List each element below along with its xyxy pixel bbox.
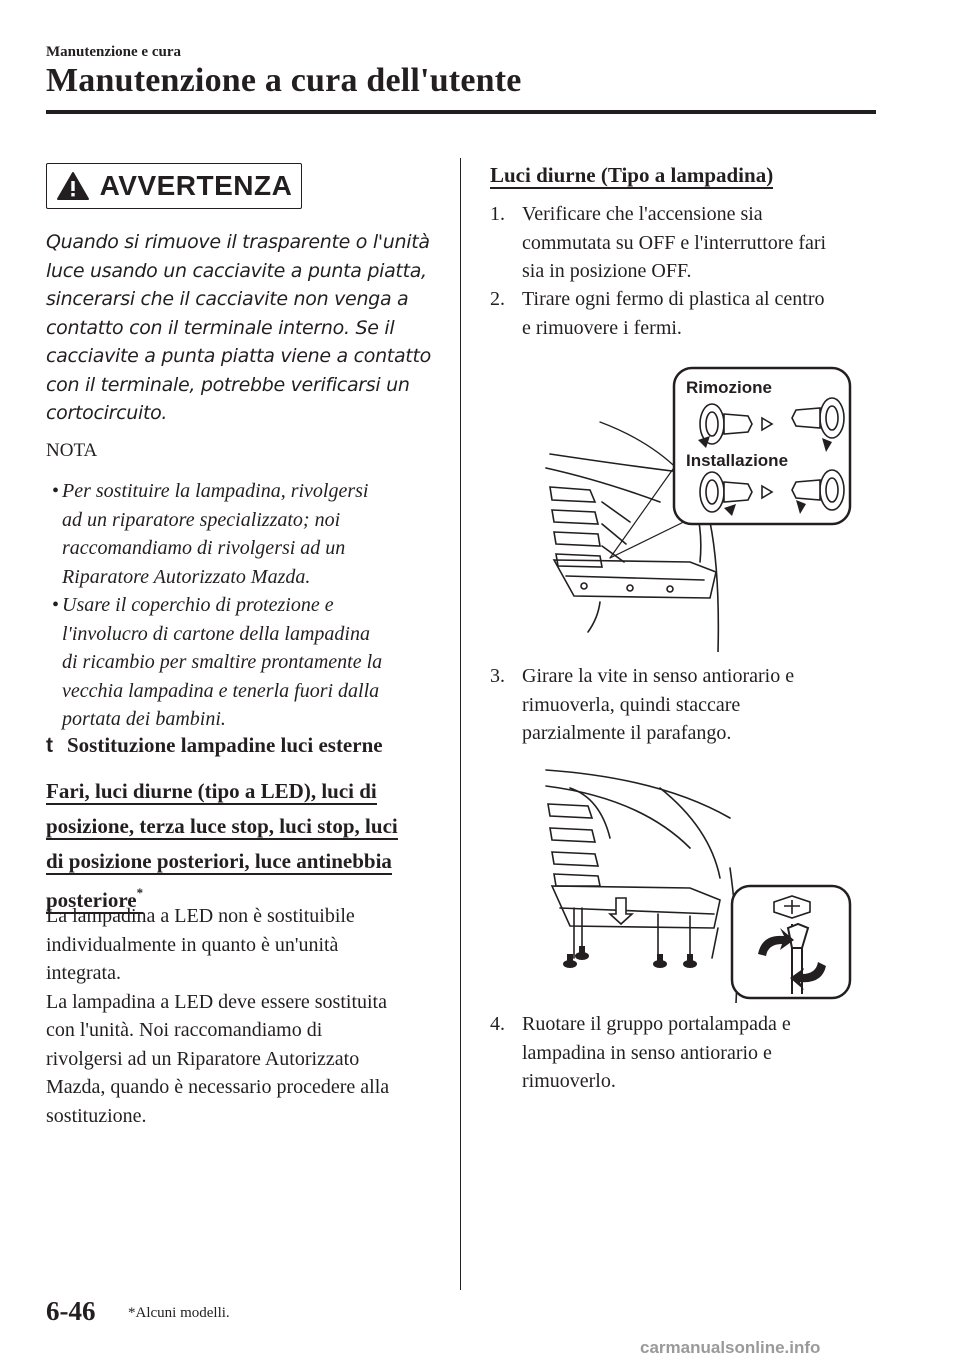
body-line: La lampadina a LED deve essere sostituita — [46, 990, 387, 1013]
page-number: 6-46 — [46, 1296, 96, 1326]
label-installazione: Installazione — [686, 451, 789, 470]
warning-line: con il terminale, potrebbe verificarsi un — [46, 373, 410, 396]
warning-line: luce usando un cacciavite a punta piatta, — [46, 259, 427, 282]
clip-removal-figure — [540, 362, 860, 652]
drl-heading — [490, 160, 773, 195]
nota-item — [46, 591, 446, 734]
nota-line: Usare il coperchio di protezione e — [62, 594, 334, 616]
step-line: commutata su OFF e l'interruttore fari — [522, 231, 827, 254]
led-heading-line: di posizione posteriori, luce antinebbia — [46, 849, 392, 873]
body-line: integrata. — [46, 962, 121, 984]
subsection-marker-icon: t — [46, 734, 53, 757]
watermark: carmanualsonline.info — [640, 1338, 821, 1357]
subsection-heading — [46, 733, 383, 758]
step-number: 1. — [490, 203, 505, 225]
warning-line: cortocircuito. — [46, 402, 168, 424]
body-line: La lampadina a LED non è sostituibile — [46, 905, 355, 927]
warning-line: contatto con il terminale interno. Se il — [46, 316, 395, 339]
step-2 — [490, 285, 890, 342]
nota-line: portata dei bambini. — [62, 708, 226, 730]
warning-line: Quando si rimuove il trasparente o l'unità — [46, 231, 430, 253]
nota-line: di ricambio per smaltire prontamente la — [62, 651, 383, 673]
label-rimozione: Rimozione — [686, 378, 772, 397]
nota-line: vecchia lampadina e tenerla fuori dalla — [62, 679, 380, 702]
led-body — [46, 902, 446, 1130]
title-rule — [46, 110, 876, 114]
led-heading-line: Fari, luci diurne (tipo a LED), luci di — [46, 779, 377, 803]
step-line: rimuoverla, quindi staccare — [522, 693, 741, 716]
warning-line: sincerarsi che il cacciavite non venga a — [46, 288, 409, 310]
nota-line: Per sostituire la lampadina, rivolgersi — [62, 480, 369, 502]
bullet-icon: • — [52, 480, 60, 502]
warning-title: AVVERTENZA — [99, 170, 293, 201]
step-number: 3. — [490, 665, 505, 687]
asterisk-mark: * — [136, 885, 144, 900]
body-line: individualmente in quanto è un'unità — [46, 933, 339, 956]
step-line: rimuoverlo. — [522, 1070, 616, 1092]
warning-box — [46, 163, 302, 209]
step-line: Verificare che l'accensione sia — [522, 203, 763, 225]
step-line: Girare la vite in senso antiorario e — [522, 665, 795, 687]
step-line: sia in posizione OFF. — [522, 260, 692, 282]
step-4 — [490, 1010, 890, 1096]
body-line: con l'unità. Noi raccomandiamo di — [46, 1019, 323, 1041]
warning-line: cacciavite a punta piatta viene a contatto — [46, 345, 431, 367]
bullet-icon: • — [52, 594, 60, 616]
warning-triangle-icon — [56, 171, 90, 201]
drl-heading-text: Luci diurne (Tipo a lampadina) — [490, 163, 774, 187]
nota-line: Riparatore Autorizzato Mazda. — [62, 565, 311, 588]
page-title: Manutenzione a cura dell'utente — [46, 62, 522, 99]
nota-item — [46, 477, 446, 591]
step-number: 4. — [490, 1013, 505, 1035]
step-3 — [490, 662, 890, 748]
nota-line: raccomandiamo di rivolgersi ad un — [62, 537, 346, 559]
step-line: lampadina in senso antiorario e — [522, 1041, 772, 1064]
led-heading-line: posizione, terza luce stop, luci stop, luci — [46, 814, 398, 838]
step-1 — [490, 200, 890, 286]
step-line: e rimuovere i fermi. — [522, 316, 682, 339]
body-line: rivolgersi ad un Riparatore Autorizzato — [46, 1047, 360, 1070]
step-line: parzialmente il parafango. — [522, 722, 732, 744]
led-heading — [46, 776, 446, 920]
screw-removal-figure — [540, 758, 860, 1003]
nota-title: NOTA — [46, 440, 98, 461]
step-line: Tirare ogni fermo di plastica al centro — [522, 288, 825, 310]
led-heading-last: posteriore — [46, 888, 137, 912]
body-line: Mazda, quando è necessario procedere alla — [46, 1076, 390, 1098]
footnote: *Alcuni modelli. — [128, 1305, 230, 1321]
column-divider — [460, 158, 461, 1290]
body-line: sostituzione. — [46, 1104, 147, 1127]
warning-text — [46, 228, 446, 428]
section-label: Manutenzione e cura — [46, 44, 181, 60]
nota-line: l'involucro di cartone della lampadina — [62, 622, 370, 645]
step-number: 2. — [490, 288, 505, 310]
nota-line: ad un riparatore specializzato; noi — [62, 508, 341, 531]
subsection-title: Sostituzione lampadine luci esterne — [67, 733, 383, 757]
step-line: Ruotare il gruppo portalampada e — [522, 1013, 791, 1035]
